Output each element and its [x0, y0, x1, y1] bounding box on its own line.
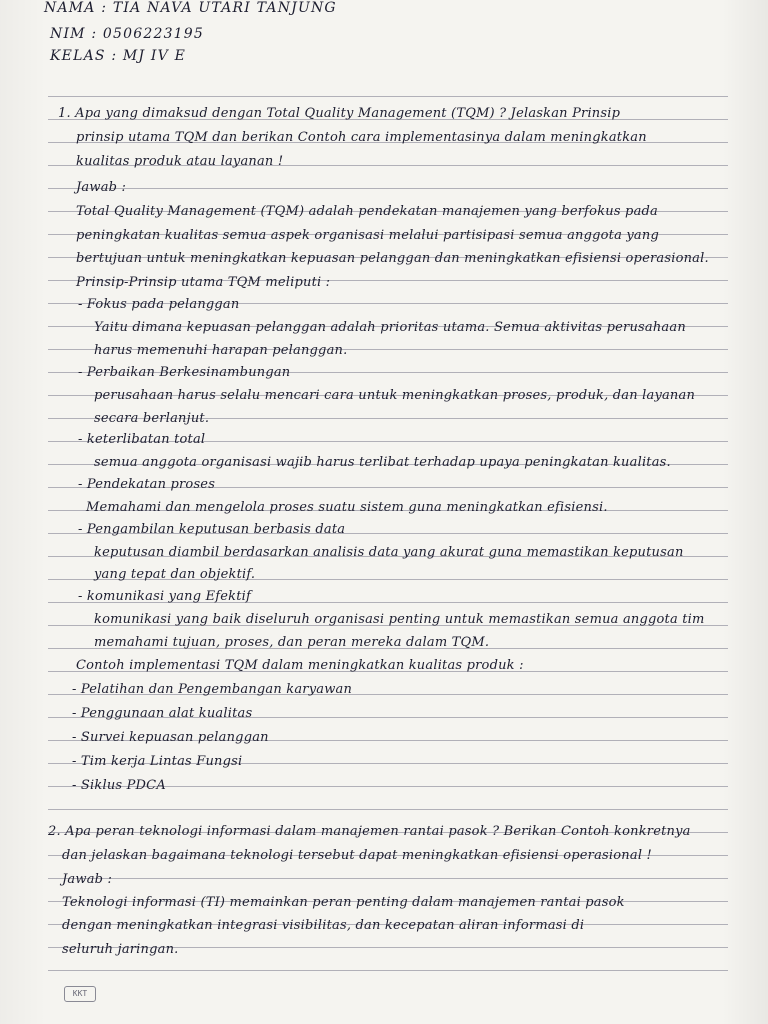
page-footer-mark: KKT [64, 986, 96, 1002]
principle-6-text-2: memahami tujuan, proses, dan peran mereka dalam TQM. [94, 635, 490, 650]
q2-answer-2: dengan meningkatkan integrasi visibilitas, dan kecepatan aliran informasi di [62, 918, 585, 933]
principle-5-text-2: yang tepat dan objektif. [94, 567, 256, 582]
principle-6-text-1: komunikasi yang baik diseluruh organisasi penting untuk memastikan semua anggota tim [94, 612, 705, 627]
ruled-line [48, 809, 728, 810]
ruled-line [48, 96, 728, 97]
example-4: - Tim kerja Lintas Fungsi [72, 754, 243, 769]
principle-2-text-1: perusahaan harus selalu mencari cara untuk meningkatkan proses, produk, dan layanan [94, 388, 696, 403]
q2-answer-label: Jawab : [62, 872, 113, 887]
q1-definition-2: peningkatan kualitas semua aspek organisasi melalui partisipasi semua anggota yang [76, 228, 659, 243]
principle-6-title: - komunikasi yang Efektif [78, 589, 252, 604]
q1-definition-1: Total Quality Management (TQM) adalah pendekatan manajemen yang berfokus pada [76, 204, 658, 219]
ruled-line [48, 188, 728, 189]
q1-line-3: kualitas produk atau layanan ! [76, 154, 284, 169]
principle-4-title: - Pendekatan proses [78, 477, 216, 492]
principle-1-text-2: harus memenuhi harapan pelanggan. [94, 343, 348, 358]
q2-answer-3: seluruh jaringan. [62, 942, 179, 957]
q1-principles-intro: Prinsip-Prinsip utama TQM meliputi : [76, 275, 331, 290]
q2-answer-1: Teknologi informasi (TI) memainkan peran penting dalam manajemen rantai pasok [62, 895, 625, 910]
principle-1-text-1: Yaitu dimana kepuasan pelanggan adalah prioritas utama. Semua aktivitas perusahaan [94, 320, 686, 335]
q1-answer-label: Jawab : [76, 180, 127, 195]
principle-3-title: - keterlibatan total [78, 432, 206, 447]
example-5: - Siklus PDCA [72, 778, 166, 793]
principle-2-text-2: secara berlanjut. [94, 411, 210, 426]
principle-4-text: Memahami dan mengelola proses suatu sistem guna meningkatkan efisiensi. [86, 500, 608, 515]
q1-examples-intro: Contoh implementasi TQM dalam meningkatkan kualitas produk : [76, 658, 524, 673]
example-3: - Survei kepuasan pelanggan [72, 730, 269, 745]
example-2: - Penggunaan alat kualitas [72, 706, 253, 721]
q1-definition-3: bertujuan untuk meningkatkan kepuasan pelanggan dan meningkatkan efisiensi operasional. [76, 251, 709, 266]
q1-line-2: prinsip utama TQM dan berikan Contoh cara implementasinya dalam meningkatkan [76, 130, 647, 145]
principle-2-title: - Perbaikan Berkesinambungan [78, 365, 291, 380]
principle-1-title: - Fokus pada pelanggan [78, 297, 240, 312]
q2-line-2: dan jelaskan bagaimana teknologi tersebut dapat meningkatkan efisiensi operasional ! [62, 848, 652, 863]
student-name: NAMA : TIA NAVA UTARI TANJUNG [44, 0, 337, 16]
q1-line-1: 1. Apa yang dimaksud dengan Total Quality Management (TQM) ? Jelaskan Prinsip [58, 106, 621, 121]
ruled-line [48, 878, 728, 879]
principle-3-text: semua anggota organisasi wajib harus terlibat terhadap upaya peningkatan kualitas. [94, 455, 671, 470]
q2-line-1: 2. Apa peran teknologi informasi dalam manajemen rantai pasok ? Berikan Contoh konkretnya [48, 824, 691, 839]
example-1: - Pelatihan dan Pengembangan karyawan [72, 682, 353, 697]
principle-5-text-1: keputusan diambil berdasarkan analisis data yang akurat guna memastikan keputusan [94, 545, 684, 560]
ruled-line [48, 970, 728, 971]
student-class: KELAS : MJ IV E [50, 48, 187, 64]
principle-5-title: - Pengambilan keputusan berbasis data [78, 522, 346, 537]
student-nim: NIM : 0506223195 [50, 26, 205, 42]
